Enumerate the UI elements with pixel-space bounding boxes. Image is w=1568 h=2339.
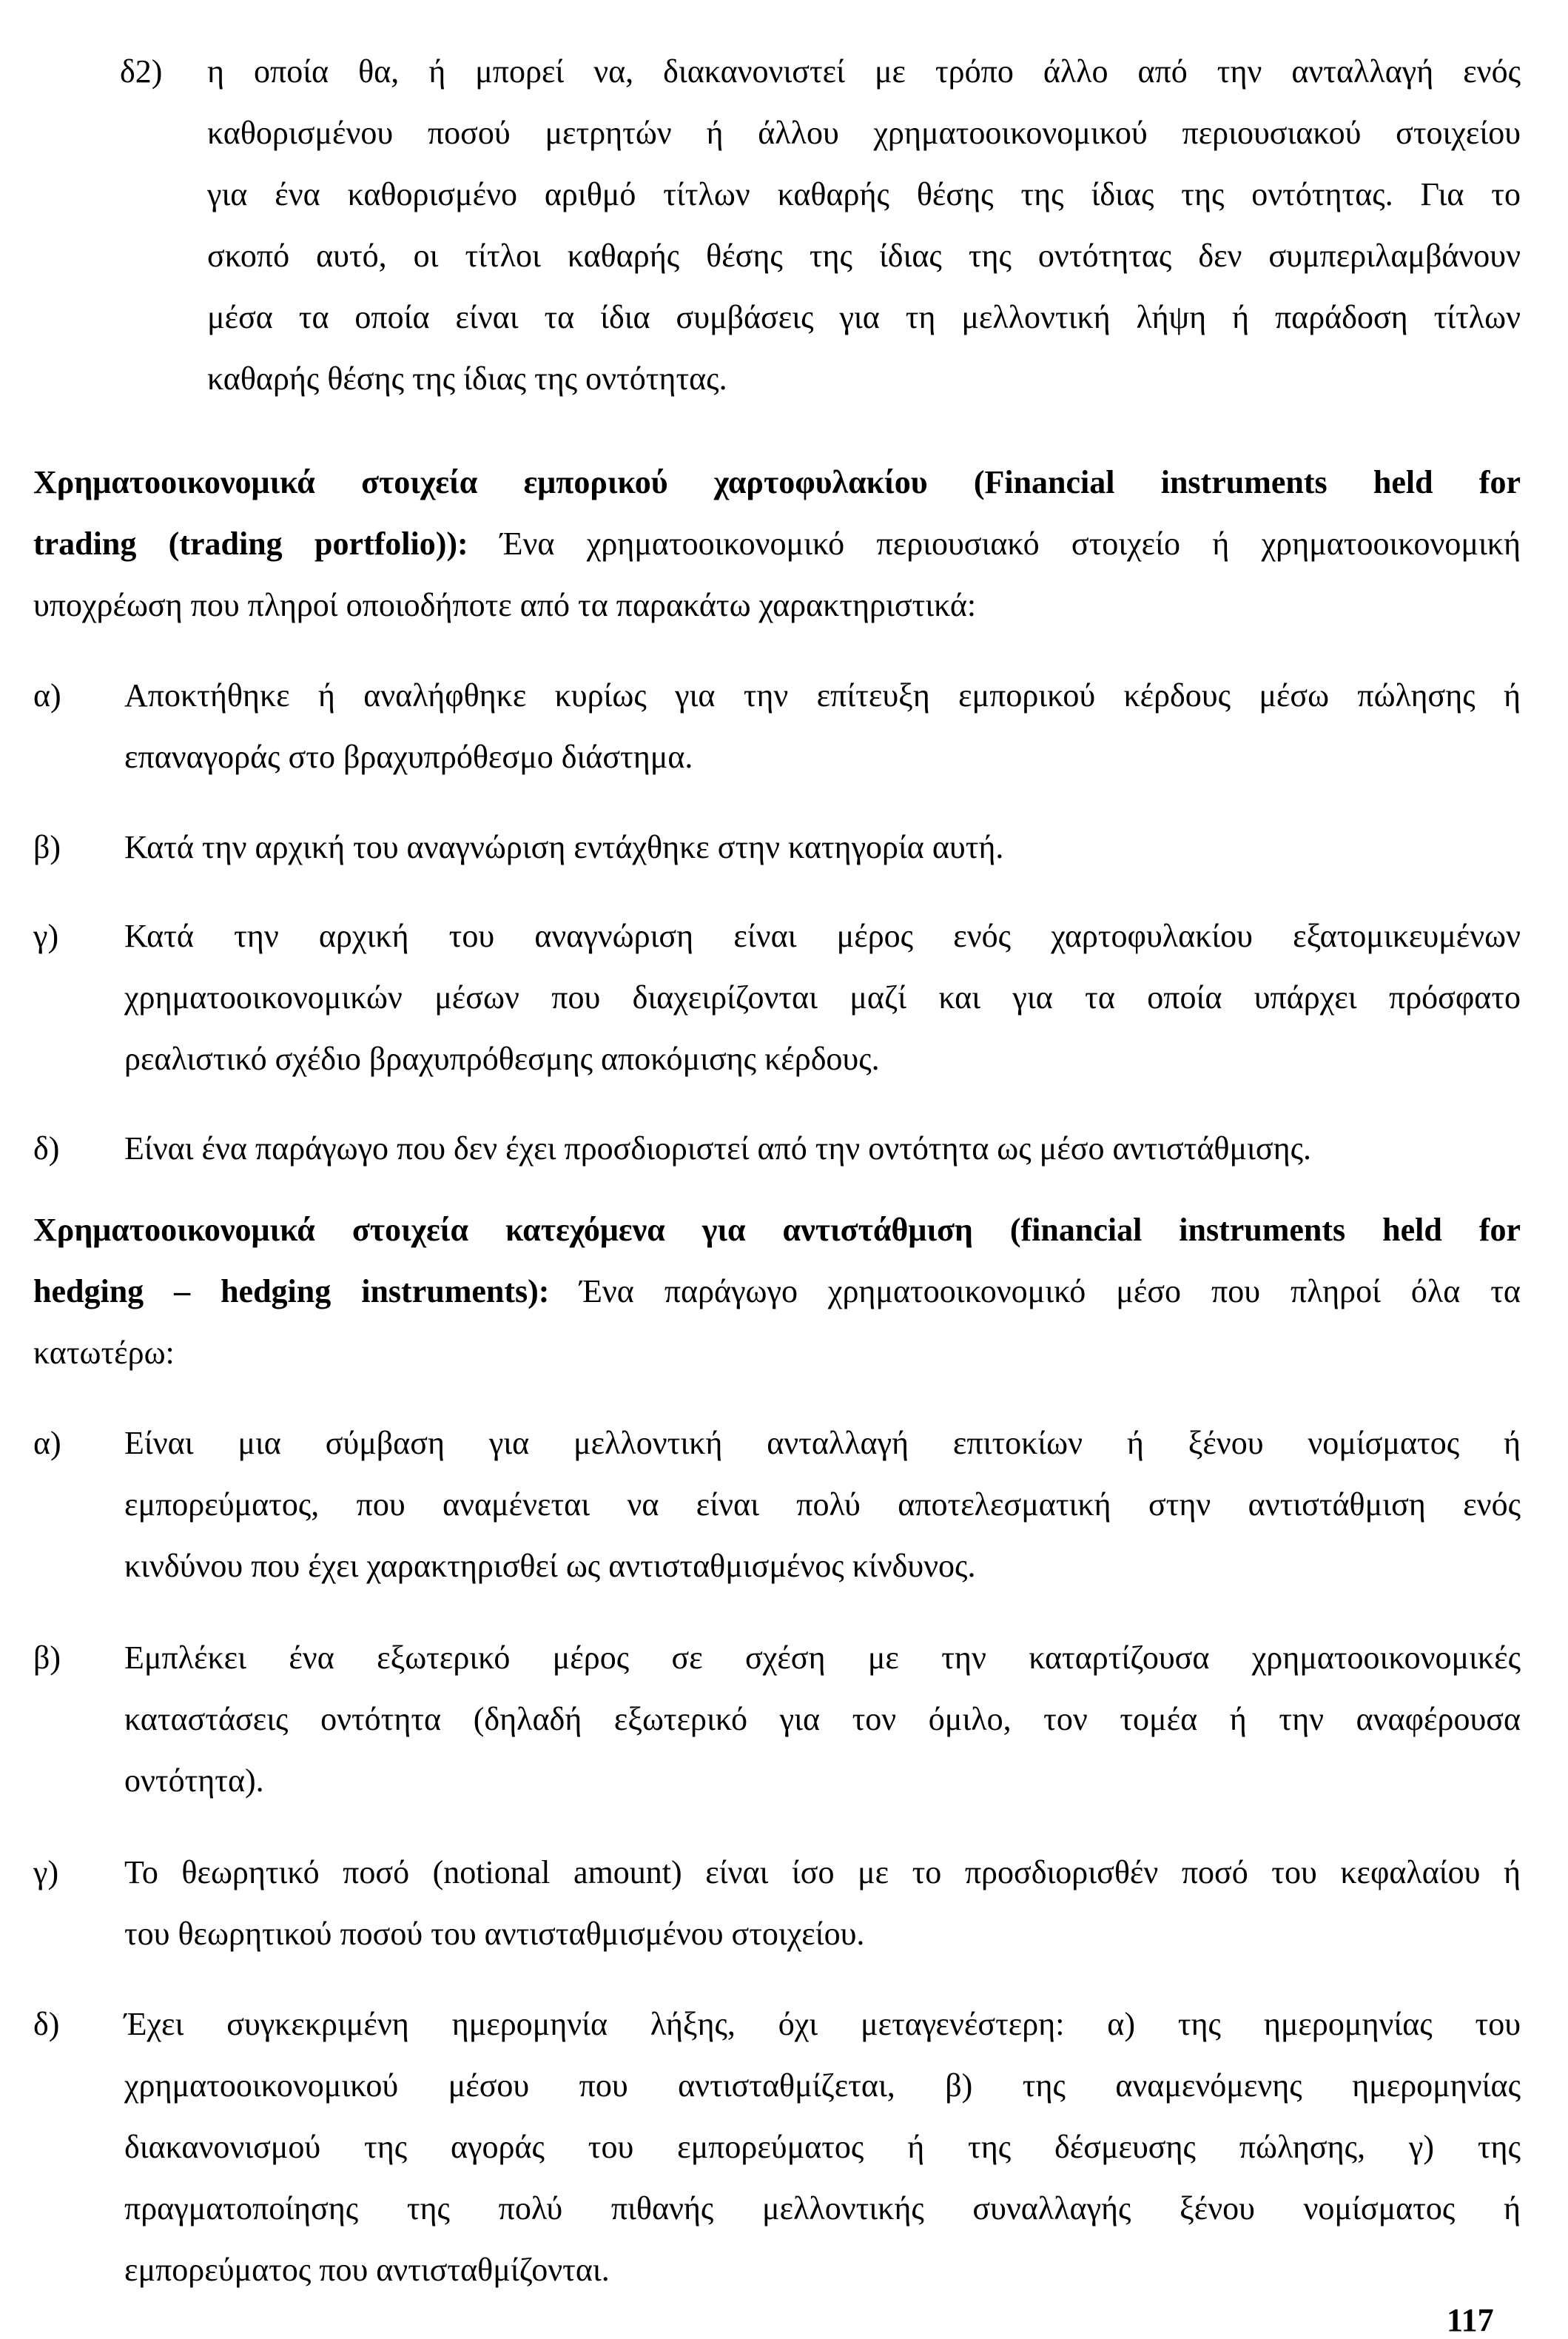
text-line: Αποκτήθηκε ή αναλήφθηκε κυρίως για την επίτευξη εμπορικού κέρδους μέσω πώλησης ή <box>124 677 1521 714</box>
definition-heading: Χρηματοοικονομικά στοιχεία εμπορικού χαρτοφυλακίου (Financial instruments held for <box>33 464 1521 500</box>
text-line: οντότητα). <box>124 1762 264 1799</box>
definition-text: Ένα παράγωγο χρηματοοικονομικό μέσο που πληροί όλα τα <box>549 1273 1521 1309</box>
text-line: υποχρέωση που πληροί οποιοδήποτε από τα παρακάτω χαρακτηριστικά: <box>33 587 977 623</box>
text-line: μέσα τα οποία είναι τα ίδια συμβάσεις για τη μελλοντική λήψη ή παράδοση τίτλων <box>207 299 1521 335</box>
text-line: χρηματοοικονομικού μέσου που αντισταθμίζεται, β) της αναμενόμενης ημερομηνίας <box>124 2067 1521 2104</box>
text-line: καθορισμένου ποσού μετρητών ή άλλου χρηματοοικονομικού περιουσιακού στοιχείου <box>207 115 1521 151</box>
item-label: β) <box>33 829 61 865</box>
definition-heading: Χρηματοοικονομικά στοιχεία κατεχόμενα για αντιστάθμιση (financial instruments held for <box>33 1212 1521 1248</box>
text-line: κινδύνου που έχει χαρακτηρισθεί ως αντισταθμισμένος κίνδυνος. <box>124 1548 976 1584</box>
text-line: χρηματοοικονομικών μέσων που διαχειρίζονται μαζί και για τα οποία υπάρχει πρόσφατο <box>124 979 1521 1016</box>
item-label: γ) <box>33 1854 59 1890</box>
text-line: καταστάσεις οντότητα (δηλαδή εξωτερικό για τον όμιλο, τον τομέα ή την αναφέρουσα <box>124 1701 1521 1737</box>
definition-text: Ένα χρηματοοικονομικό περιουσιακό στοιχείο ή χρηματοοικονομική <box>468 526 1521 562</box>
text-line: πραγματοποίησης της πολύ πιθανής μελλοντικής συναλλαγής ξένου νομίσματος ή <box>124 2190 1521 2226</box>
text-line: Κατά την αρχική του αναγνώριση εντάχθηκε στην κατηγορία αυτή. <box>124 829 1004 865</box>
text-line: εμπορεύματος που αντισταθμίζονται. <box>124 2252 610 2288</box>
text-line: ρεαλιστικό σχέδιο βραχυπρόθεσμης αποκόμισης κέρδους. <box>124 1041 880 1077</box>
text-line: Είναι ένα παράγωγο που δεν έχει προσδιοριστεί από την οντότητα ως μέσο αντιστάθμισης. <box>124 1130 1312 1167</box>
text-line: Το θεωρητικό ποσό (notional amount) είναι ίσο με το προσδιορισθέν ποσό του κεφαλαίου ή <box>124 1854 1521 1890</box>
text-line <box>33 1273 1521 1310</box>
item-label: α) <box>33 1425 61 1461</box>
text-line: Κατά την αρχική του αναγνώριση είναι μέρος ενός χαρτοφυλακίου εξατομικευμένων <box>124 918 1521 954</box>
text-line: διακανονισμού της αγοράς του εμπορεύματος ή της δέσμευσης πώλησης, γ) της <box>124 2129 1521 2165</box>
item-label: α) <box>33 677 61 714</box>
item-label: β) <box>33 1640 61 1676</box>
item-label: γ) <box>33 918 59 954</box>
text-line: η οποία θα, ή μπορεί να, διακανονιστεί με τρόπο άλλο από την ανταλλαγή ενός <box>207 53 1521 90</box>
text-line: του θεωρητικού ποσού του αντισταθμισμένου στοιχείου. <box>124 1916 865 1952</box>
text-line <box>33 526 1521 563</box>
text-line: εμπορεύματος, που αναμένεται να είναι πολύ αποτελεσματική στην αντιστάθμιση ενός <box>124 1486 1521 1523</box>
text-line: Εμπλέκει ένα εξωτερικό μέρος σε σχέση με την καταρτίζουσα χρηματοοικονομικές <box>124 1640 1521 1676</box>
text-line: επαναγοράς στο βραχυπρόθεσμο διάστημα. <box>124 739 693 775</box>
item-label: δ) <box>33 1130 60 1167</box>
clause-label: δ2) <box>120 53 163 90</box>
page-number: 117 <box>1447 2302 1494 2338</box>
text-line: καθαρής θέσης της ίδιας της οντότητας. <box>207 360 727 397</box>
definition-heading-end: trading (trading portfolio)): <box>33 526 468 562</box>
text-line: κατωτέρω: <box>33 1335 175 1371</box>
text-line: σκοπό αυτό, οι τίτλοι καθαρής θέσης της ίδιας της οντότητας δεν συμπεριλαμβάνουν <box>207 238 1521 274</box>
definition-heading-end: hedging – hedging instruments): <box>33 1273 550 1309</box>
text-line: για ένα καθορισμένο αριθμό τίτλων καθαρής θέσης της ίδιας της οντότητας. Για το <box>207 176 1521 212</box>
text-line: Έχει συγκεκριμένη ημερομηνία λήξης, όχι μεταγενέστερη: α) της ημερομηνίας του <box>124 2006 1521 2042</box>
item-label: δ) <box>33 2006 60 2042</box>
text-line: Είναι μια σύμβαση για μελλοντική ανταλλαγή επιτοκίων ή ξένου νομίσματος ή <box>124 1425 1521 1461</box>
